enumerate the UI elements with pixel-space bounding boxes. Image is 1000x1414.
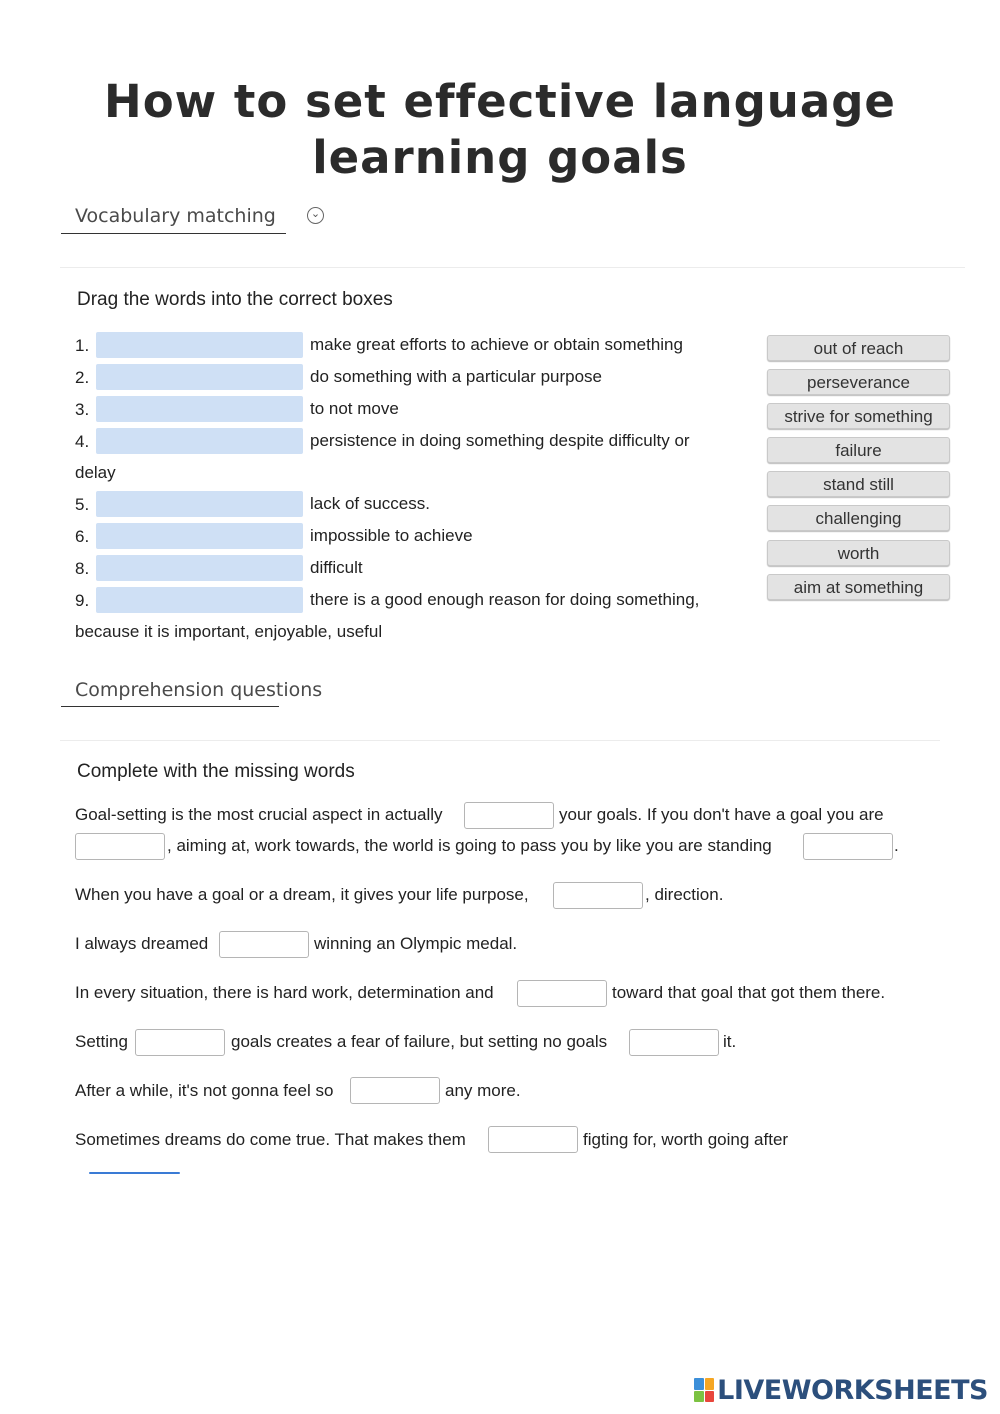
draggable-word[interactable]: challenging bbox=[767, 505, 950, 531]
sentence-text: , aiming at, work towards, the world is going to pass you by like you are standing bbox=[167, 836, 772, 855]
logo-block bbox=[705, 1378, 715, 1390]
definition-4-continued: delay bbox=[75, 463, 116, 482]
answer-blank-2[interactable] bbox=[75, 833, 165, 860]
definition-9: there is a good enough reason for doing something, bbox=[310, 590, 700, 609]
definition-9-continued: because it is important, enjoyable, useful bbox=[75, 622, 383, 641]
section-tab-vocabulary[interactable]: Vocabulary matching bbox=[75, 205, 276, 227]
sentence-text: After a while, it's not gonna feel so bbox=[75, 1081, 334, 1100]
definition-2: do something with a particular purpose bbox=[310, 367, 602, 386]
answer-blank-8[interactable] bbox=[629, 1029, 719, 1056]
title-line-1: How to set effective language bbox=[104, 75, 896, 128]
answer-blank-7[interactable] bbox=[135, 1029, 225, 1056]
sentence-text: , direction. bbox=[645, 885, 724, 904]
answer-blank-9[interactable] bbox=[350, 1077, 440, 1104]
definition-8: difficult bbox=[310, 558, 363, 577]
logo-block bbox=[705, 1391, 715, 1403]
answer-blank-3[interactable] bbox=[803, 833, 893, 860]
sentence-text: I always dreamed bbox=[75, 934, 209, 953]
page-title bbox=[0, 74, 1000, 186]
logo-icon bbox=[694, 1378, 714, 1402]
draggable-word[interactable]: perseverance bbox=[767, 369, 950, 395]
sentence-text: Setting bbox=[75, 1032, 128, 1051]
sentence-text: Sometimes dreams do come true. That makes them bbox=[75, 1130, 466, 1149]
draggable-word[interactable]: aim at something bbox=[767, 574, 950, 600]
sentence-text: winning an Olympic medal. bbox=[314, 934, 518, 953]
section-underline-vocabulary bbox=[61, 233, 286, 234]
vocab-instruction: Drag the words into the correct boxes bbox=[77, 289, 393, 310]
sentence-text: it. bbox=[723, 1032, 737, 1051]
sentence-text: any more. bbox=[445, 1081, 521, 1100]
sentence-text: Goal-setting is the most crucial aspect in actually bbox=[75, 805, 443, 824]
section-underline-comprehension bbox=[61, 706, 279, 707]
answer-blank-6[interactable] bbox=[517, 980, 607, 1007]
sentence-text: toward that goal that got them there. bbox=[612, 983, 886, 1002]
draggable-word[interactable]: out of reach bbox=[767, 335, 950, 361]
drop-box-5[interactable] bbox=[96, 491, 303, 517]
item-number: 6. bbox=[75, 527, 90, 546]
draggable-word[interactable]: worth bbox=[767, 540, 950, 566]
title-line-2: learning goals bbox=[312, 131, 688, 184]
drop-box-6[interactable] bbox=[96, 523, 303, 549]
draggable-word[interactable]: strive for something bbox=[767, 403, 950, 429]
liveworksheets-logo bbox=[694, 1374, 988, 1406]
draggable-word[interactable]: failure bbox=[767, 437, 950, 463]
item-number: 5. bbox=[75, 495, 90, 514]
logo-text: LIVEWORKSHEETS bbox=[717, 1374, 988, 1406]
comprehension-instruction: Complete with the missing words bbox=[77, 761, 355, 782]
answer-blank-10[interactable] bbox=[488, 1126, 578, 1153]
drop-box-4[interactable] bbox=[96, 428, 303, 454]
section-tab-comprehension[interactable]: Comprehension questions bbox=[75, 679, 323, 701]
drop-box-1[interactable] bbox=[96, 332, 303, 358]
sentence-text: . bbox=[894, 836, 899, 855]
definition-1: make great efforts to achieve or obtain something bbox=[310, 335, 683, 354]
item-number: 2. bbox=[75, 368, 90, 387]
divider bbox=[60, 267, 965, 268]
sentence-text: In every situation, there is hard work, determination and bbox=[75, 983, 494, 1002]
finish-button-edge[interactable] bbox=[89, 1172, 180, 1174]
answer-blank-4[interactable] bbox=[553, 882, 643, 909]
definition-5: lack of success. bbox=[310, 494, 430, 513]
item-number: 3. bbox=[75, 400, 90, 419]
sentence-text: goals creates a fear of failure, but setting no goals bbox=[231, 1032, 608, 1051]
drop-box-8[interactable] bbox=[96, 555, 303, 581]
divider bbox=[60, 740, 940, 741]
definition-3: to not move bbox=[310, 399, 399, 418]
definition-4: persistence in doing something despite difficulty or bbox=[310, 431, 690, 450]
answer-blank-5[interactable] bbox=[219, 931, 309, 958]
drop-box-3[interactable] bbox=[96, 396, 303, 422]
logo-block bbox=[694, 1378, 704, 1390]
sentence-text: your goals. If you don't have a goal you are bbox=[559, 805, 884, 824]
item-number: 8. bbox=[75, 559, 90, 578]
sentence-text: figting for, worth going after bbox=[583, 1130, 789, 1149]
item-number: 1. bbox=[75, 336, 90, 355]
logo-block bbox=[694, 1391, 704, 1403]
sentence-text: When you have a goal or a dream, it gives your life purpose, bbox=[75, 885, 529, 904]
item-number: 4. bbox=[75, 432, 90, 451]
definition-6: impossible to achieve bbox=[310, 526, 473, 545]
item-number: 9. bbox=[75, 591, 90, 610]
answer-blank-1[interactable] bbox=[464, 802, 554, 829]
draggable-word[interactable]: stand still bbox=[767, 471, 950, 497]
chevron-down-icon[interactable]: ⌄ bbox=[307, 207, 324, 224]
drop-box-2[interactable] bbox=[96, 364, 303, 390]
drop-box-9[interactable] bbox=[96, 587, 303, 613]
